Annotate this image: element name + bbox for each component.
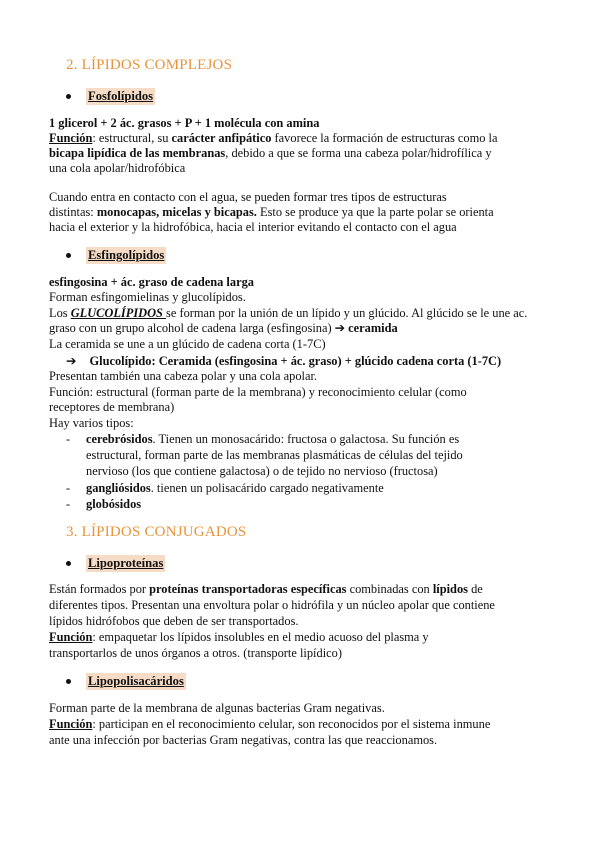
esfingolipidos-formula: esfingosina + ác. graso de cadena larga — [49, 275, 254, 289]
tipo-cerebrosidos-line2: estructural, forman parte de las membranas plasmáticas de células del tejido — [86, 448, 463, 462]
esfingolipidos-line7: receptores de membrana) — [49, 400, 175, 414]
esfingolipidos-line8: Hay varios tipos: — [49, 416, 134, 430]
lipopolisacaridos-line2: Función: participan en el reconocimiento celular, son reconocidos por el sistema inmune — [49, 717, 491, 731]
arrow-icon: ➔ — [66, 354, 77, 368]
bullet-dot-icon — [66, 94, 71, 99]
fosfolipidos-para-line1: Cuando entra en contacto con el agua, se pueden formar tres tipos de estructuras — [49, 190, 447, 204]
bullet-esfingolipidos — [66, 247, 166, 264]
bullet-dot-icon — [66, 561, 71, 566]
subheading-lipopolisacaridos: Lipopolisacáridos — [88, 674, 184, 688]
esfingolipidos-line6: Función: estructural (forman parte de la membrana) y reconocimiento celular (como — [49, 385, 467, 399]
lipoproteinas-line2: diferentes tipos. Presentan una envoltura polar o hidrófila y un núcleo apolar que contiene — [49, 598, 495, 612]
glucolipido-arrow-line: ➔ Glucolípido: Ceramida (esfingosina + ác. graso) + glúcido cadena corta (1-7C) — [66, 354, 502, 368]
bullet-dot-icon — [66, 679, 71, 684]
fosfolipidos-funcion-line1: Función: estructural, su carácter anfipático favorece la formación de estructuras como la — [49, 131, 498, 145]
esfingolipidos-line1: Forman esfingomielinas y glucolípidos. — [49, 290, 246, 304]
lipoproteinas-line4: Función: empaquetar los lípidos insolubles en el medio acuoso del plasma y — [49, 630, 429, 644]
section-heading-lipidos-complejos: 2. LÍPIDOS COMPLEJOS — [66, 57, 233, 73]
list-dash: - — [66, 497, 71, 511]
subheading-lipoproteinas: Lipoproteínas — [88, 556, 164, 570]
lipoproteinas-line3: lípidos hidrófobos que deben de ser transportados. — [49, 614, 299, 628]
lipopolisacaridos-line1: Forman parte de la membrana de algunas bacterias Gram negativas. — [49, 701, 385, 715]
tipo-cerebrosidos-line1: cerebrósidos. Tienen un monosacárido: fructosa o galactosa. Su función es — [86, 432, 460, 446]
section-heading-lipidos-conjugados: 3. LÍPIDOS CONJUGADOS — [66, 524, 247, 540]
fosfolipidos-para-line2: distintas: monocapas, micelas y bicapas. Esto se produce ya que la parte polar se orienta — [49, 205, 494, 219]
fosfolipidos-funcion-line3: una cola apolar/hidrofóbica — [49, 161, 186, 175]
bullet-lipopolisacaridos — [66, 673, 186, 690]
subheading-fosfolipidos: Fosfolípidos — [88, 89, 154, 103]
list-dash: - — [66, 432, 71, 446]
fosfolipidos-formula: 1 glicerol + 2 ác. grasos + P + 1 molécula con amina — [49, 116, 320, 130]
bullet-lipoproteinas — [66, 555, 165, 572]
esfingolipidos-line5: Presentan también una cabeza polar y una cola apolar. — [49, 369, 318, 383]
lipoproteinas-line5: transportarlos de unos órganos a otros. (transporte lipídico) — [49, 646, 342, 660]
tipo-gangliosidos: gangliósidos. tienen un polisacárido cargado negativamente — [86, 481, 384, 495]
esfingolipidos-line3: graso con un grupo alcohol de cadena larga (esfingosina) ➔ ceramida — [49, 321, 398, 335]
tipo-globosidos: globósidos — [86, 497, 142, 511]
lipopolisacaridos-line3: ante una infección por bacterias Gram negativas, contra las que reaccionamos. — [49, 733, 438, 747]
esfingolipidos-line4: La ceramida se une a un glúcido de cadena corta (1-7C) — [49, 337, 326, 351]
list-dash: - — [66, 481, 71, 495]
subheading-esfingolipidos: Esfingolípidos — [88, 248, 165, 262]
tipo-cerebrosidos-line3: nervioso (los que contiene galactosa) o de tejido no nervioso (fructosa) — [86, 464, 438, 478]
bullet-dot-icon — [66, 253, 71, 258]
fosfolipidos-funcion-line2: bicapa lipídica de las membranas, debido a que se forma una cabeza polar/hidrofílica y — [49, 146, 492, 160]
esfingolipidos-line2: Los GLUCOLÍPIDOS se forman por la unión de un lípido y un glúcido. Al glúcido se le une ac. — [49, 306, 528, 320]
lipoproteinas-line1: Están formados por proteínas transportadoras específicas combinadas con lípidos de — [49, 582, 483, 596]
bullet-fosfolipidos — [66, 88, 155, 105]
fosfolipidos-para-line3: hacia el exterior y la hidrofóbica, hacia el interior evitando el contacto con el agua — [49, 220, 457, 234]
